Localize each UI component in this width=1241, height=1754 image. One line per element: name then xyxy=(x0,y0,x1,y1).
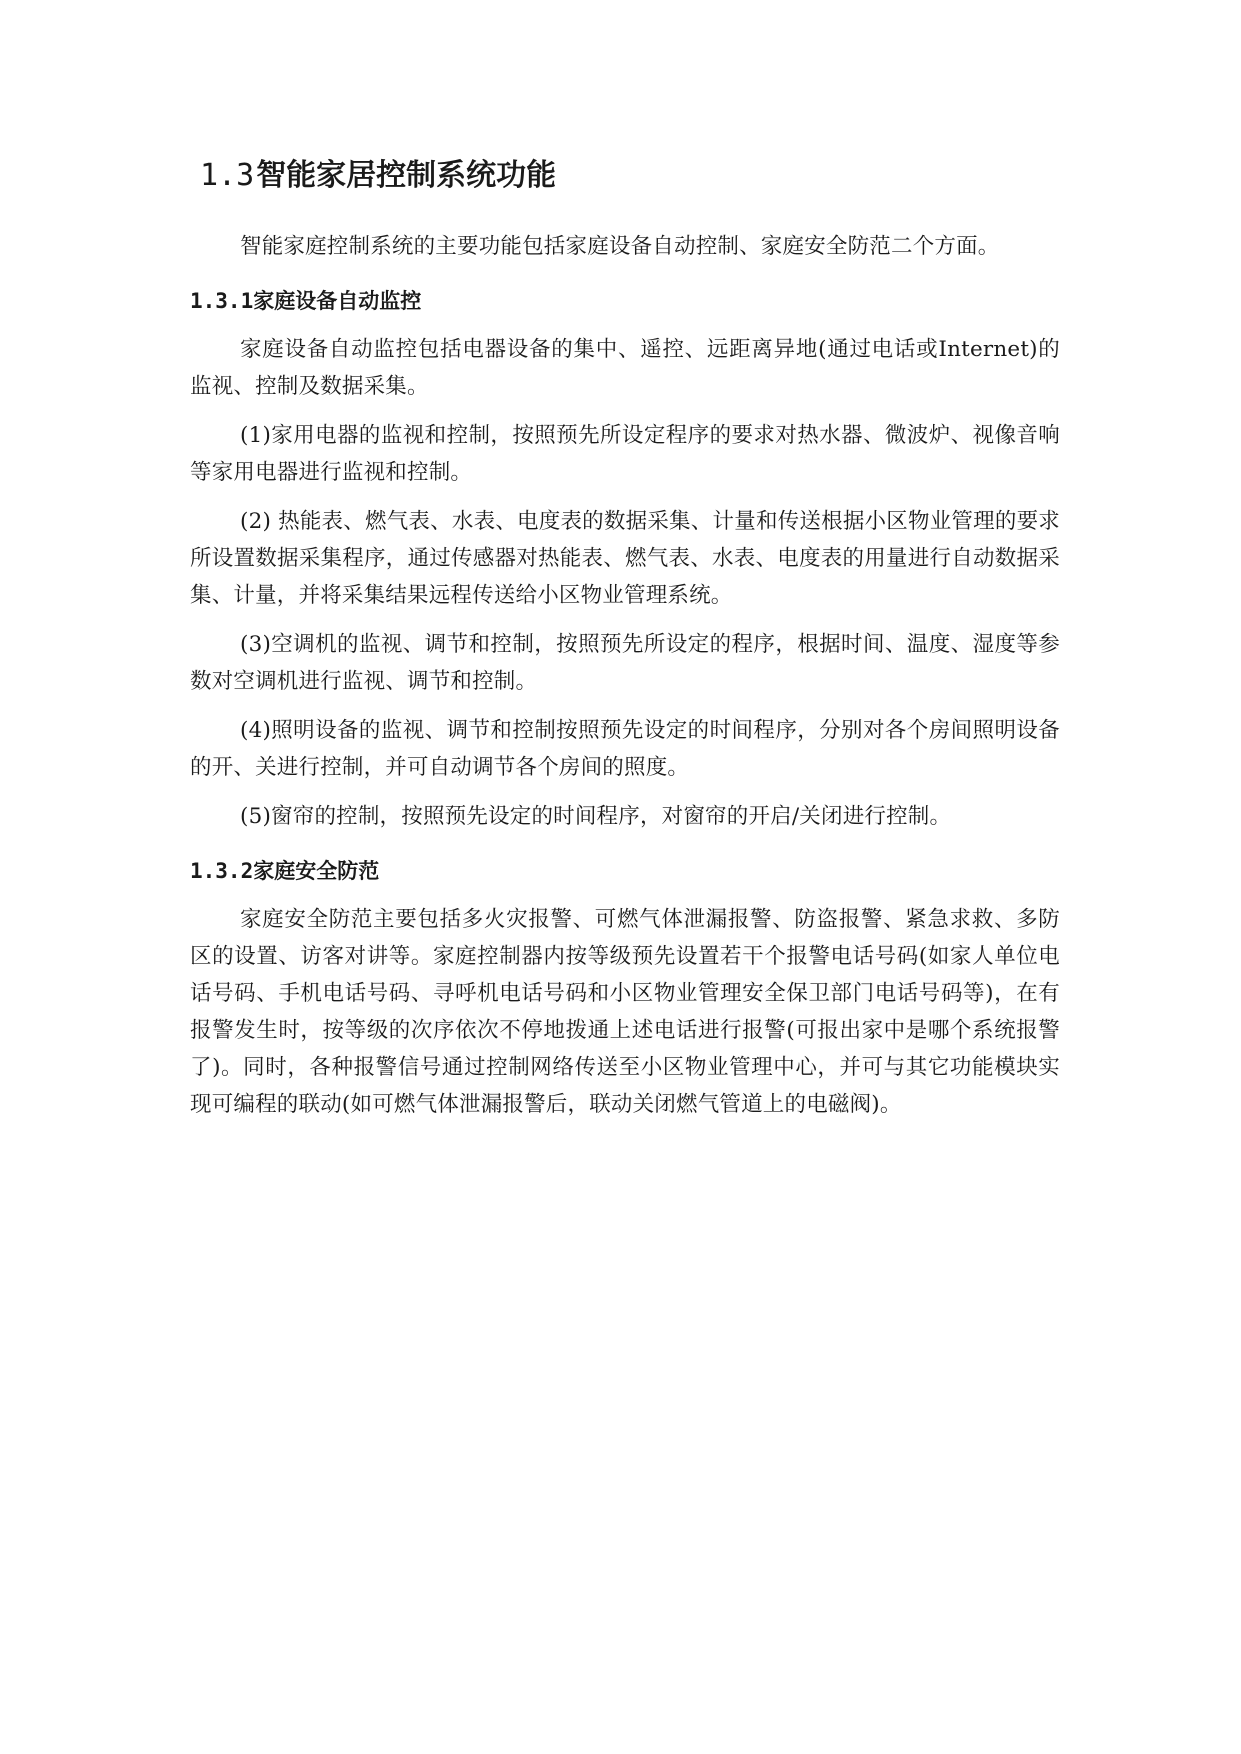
subsection-number: 1.3.1 xyxy=(190,289,254,313)
subsection-title: 家庭安全防范 xyxy=(253,859,380,883)
document-page xyxy=(190,150,1060,1135)
subsection-heading-1 xyxy=(190,283,1060,319)
section-heading xyxy=(200,150,1060,202)
paragraph: (5)窗帘的控制，按照预先设定的时间程序，对窗帘的开启/关闭进行控制。 xyxy=(240,804,952,829)
section-number: 1.3 xyxy=(200,158,255,193)
paragraph: 家庭设备自动监控包括电器设备的集中、遥控、远距离异地(通过电话或Internet)的监视、控制及数据采集。 xyxy=(190,337,1060,399)
paragraph: (1)家用电器的监视和控制，按照预先所设定程序的要求对热水器、微波炉、视像音响等家用电器进行监视和控制。 xyxy=(190,423,1060,485)
subsection-heading-2 xyxy=(190,853,1060,889)
paragraph: (2) 热能表、燃气表、水表、电度表的数据采集、计量和传送根据小区物业管理的要求所设置数据采集程序，通过传感器对热能表、燃气表、水表、电度表的用量进行自动数据采集、计量，并将采集结果远程传送给小区物业管理系统。 xyxy=(190,509,1060,608)
section-intro: 智能家庭控制系统的主要功能包括家庭设备自动控制、家庭安全防范二个方面。 xyxy=(240,234,1000,259)
subsection-number: 1.3.2 xyxy=(190,859,254,883)
paragraph: (4)照明设备的监视、调节和控制按照预先设定的时间程序，分别对各个房间照明设备的开、关进行控制，并可自动调节各个房间的照度。 xyxy=(190,718,1060,780)
paragraph: (3)空调机的监视、调节和控制，按照预先所设定的程序，根据时间、温度、湿度等参数对空调机进行监视、调节和控制。 xyxy=(190,632,1060,694)
subsection-title: 家庭设备自动监控 xyxy=(253,289,422,313)
section-title: 智能家居控制系统功能 xyxy=(256,158,557,193)
paragraph: 家庭安全防范主要包括多火灾报警、可燃气体泄漏报警、防盗报警、紧急求救、多防区的设置、访客对讲等。家庭控制器内按等级预先设置若干个报警电话号码(如家人单位电话号码、手机电话号码、寻呼机电话号码和小区物业管理安全保卫部门电话号码等)，在有报警发生时，按等级的次序依次不停地拨通上述电话进行报警(可报出家中是哪个系统报警了)。同时，各种报警信号通过控制网络传送至小区物业管理中心，并可与其它功能模块实现可编程的联动(如可燃气体泄漏报警后，联动关闭燃气管道上的电磁阀)。 xyxy=(190,907,1060,1117)
